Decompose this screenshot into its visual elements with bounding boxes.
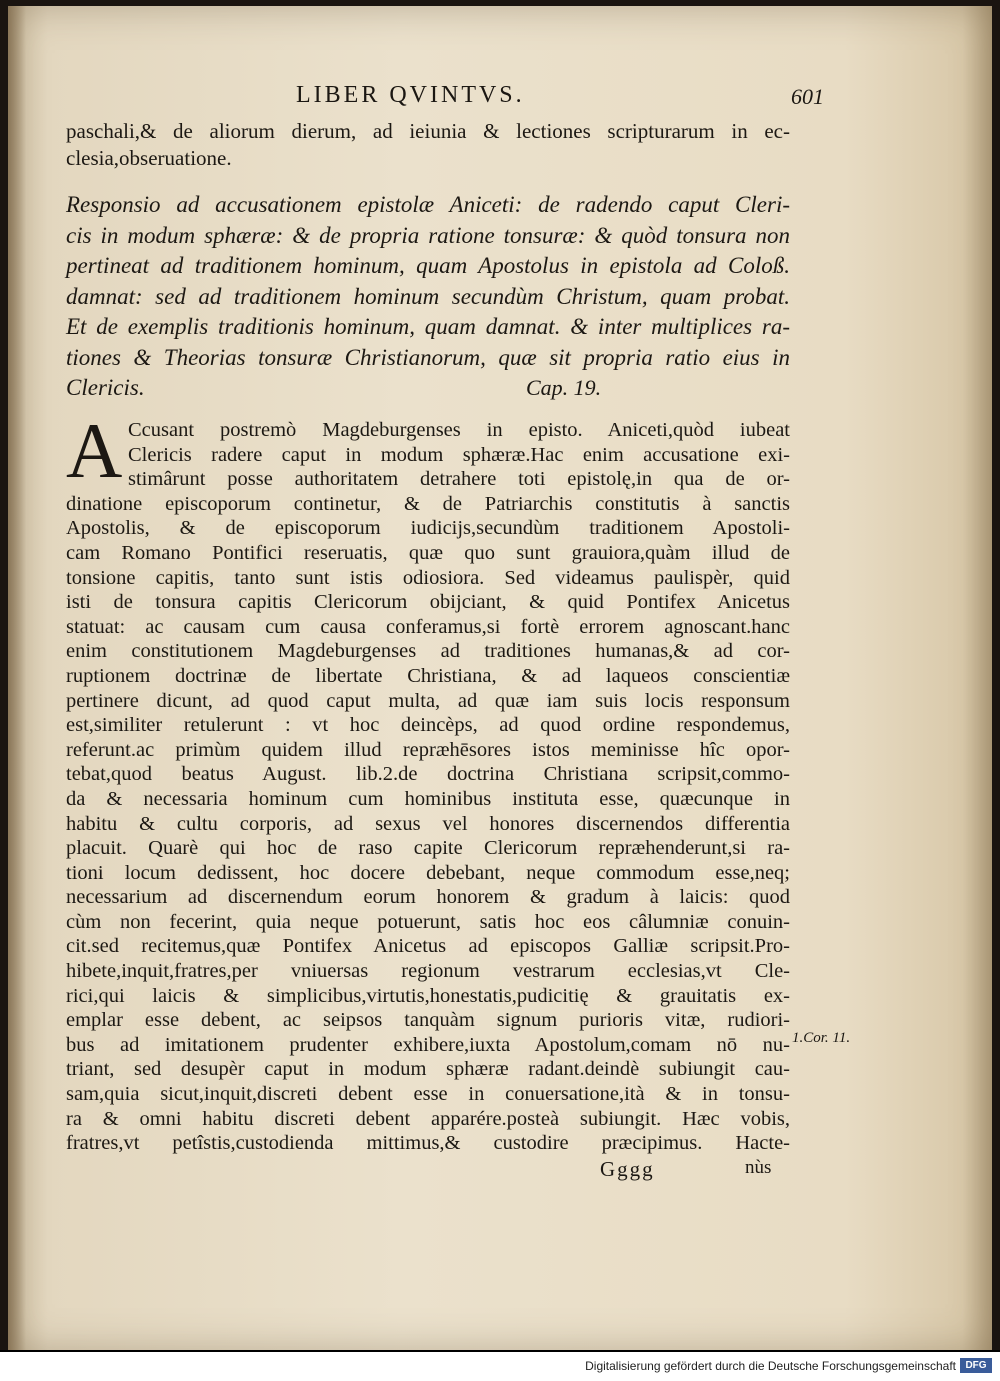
text-line: emplar esse debent, ac seipsos tanquàm signum purioris vitæ, rudiori- [66, 1009, 790, 1032]
text-line: Clericis radere caput in modum sphæræ.Hac enim accusatione exi- [128, 443, 790, 466]
marginal-reference: 1.Cor. 11. [792, 1030, 851, 1046]
text-line: paschali,& de aliorum dierum, ad ieiunia & lectiones scripturarum in ec- [66, 119, 790, 143]
body-text [66, 407, 790, 1156]
heading-line: pertineat ad traditionem hominum, quam Apostolus in epistola ad Coloß. [66, 253, 790, 278]
text-line: Apostolis, & de episcoporum iudicijs,secundùm traditionem Apostoli- [66, 517, 790, 540]
chapter-heading [66, 190, 790, 404]
text-line: pertinere dicunt, ad quod caput multa, ad quæ iam suis locis responsum [66, 689, 790, 712]
text-line: enim constitutionem Magdeburgenses ad traditiones humanas,& ad cor- [66, 640, 790, 663]
heading-line: Clericis. [66, 375, 145, 400]
text-line: triant, sed desupèr caput in modum sphæræ radant.deindè subiungit cau- [66, 1058, 790, 1081]
intro-paragraph [66, 118, 790, 172]
chapter-number: Cap. 19. [526, 375, 602, 400]
text-line: bus ad imitationem prudenter exhibere,iuxta Apostolum,comam nō nu- [66, 1033, 790, 1056]
heading-line: Et de exemplis traditionis hominum, quam damnat. & inter multiplices ra- [66, 314, 790, 339]
text-line: habitu & cultu corporis, ad sexus vel honores discernendos differentia [66, 812, 790, 835]
heading-line: Responsio ad accusationem epistolæ Aniceti: de radendo caput Cleri- [66, 192, 790, 217]
text-line: cit.sed recitemus,quæ Pontifex Anicetus ad episcopos Galliæ scripsit.Pro- [66, 935, 790, 958]
text-line: cam Romano Pontifici reseruatis, quæ quo sunt grauiora,quàm illud de [66, 541, 790, 564]
text-line: statuat: ac causam cum causa conferamus,si fortè errorem agnoscant.hanc [66, 615, 790, 638]
catchword: nùs [745, 1157, 772, 1178]
text-line: cùm non fecerint, quia neque potuerunt, satis hoc eos câlumniæ conuin- [66, 910, 790, 933]
text-line: ra & omni habitu discreti debent apparére.posteà subiungit. Hæc vobis, [66, 1107, 790, 1130]
text-line: tebat,quod beatus August. lib.2.de doctrina Christiana scripsit,commo- [66, 763, 790, 786]
signature-mark: Gggg [600, 1157, 655, 1181]
footer-bar [0, 1350, 1000, 1381]
text-line: tonsione capitis, tanto sunt istis odiosiora. Sed videamus paulispèr, quid [66, 566, 790, 589]
text-line: stimârunt posse authoritatem detrahere toti epistolę,in qua de or- [128, 468, 790, 491]
text-line: rici,qui laicis & simplicibus,virtutis,honestatis,pudicitię & grauitatis ex- [66, 984, 790, 1007]
heading-line: damnat: sed ad traditionem hominum secundùm Christum, quam probat. [66, 283, 790, 309]
text-line: placuit. Quarè qui hoc de raso capite Clericorum repræhenderunt,si ra- [66, 837, 790, 860]
text-line: dinatione episcoporum continetur, & de Patriarchis constitutis à sanctis [66, 492, 790, 515]
text-line: Ccusant postremò Magdeburgenses in episto. Aniceti,quòd iubeat [128, 419, 790, 441]
page-gutter [8, 6, 26, 1352]
text-line: necessarium ad discernendum eorum honorem & gradum à laicis: quod [66, 886, 790, 909]
text-line: fratres,vt petîstis,custodienda mittimus,& custodire præcipimus. Hacte- [66, 1132, 790, 1155]
text-line: tioni locum dedissent, hoc docere debebant, neque commodum esse,neq; [66, 861, 790, 884]
running-head: LIBER QVINTVS. [296, 82, 525, 108]
page-number: 601 [791, 84, 824, 109]
text-line: da & necessaria hominum cum hominibus instituta esse, quæcunque in [66, 787, 790, 810]
text-line: hibete,inquit,fratres,per vniuersas regionum vestrarum ecclesias,vt Cle- [66, 960, 790, 983]
heading-line: tiones & Theorias tonsuræ Christianorum, quæ sit propria ratio eius in [66, 344, 790, 370]
text-line: est,similiter retulerunt : vt hoc deincèps, ad quod ordine respondemus, [66, 714, 790, 737]
text-line: clesia,obseruatione. [66, 146, 232, 170]
dfg-logo[interactable]: DFG [960, 1358, 992, 1373]
drop-capital: A [66, 407, 123, 494]
funding-credit: Digitalisierung gefördert durch die Deutsche Forschungsgemeinschaft [585, 1359, 956, 1373]
text-line: isti de tonsura capitis Clericorum obijciant, & quid Pontifex Anicetus [66, 591, 790, 614]
text-line: ruptionem doctrinæ de libertate Christiana, & ad laqueos conscientiæ [66, 664, 790, 687]
text-line: referunt.ac primùm quidem illud repræhēsores istos meminisse hîc opor- [66, 738, 790, 761]
heading-line: cis in modum sphæræ: & de propria ratione tonsuræ: & quòd tonsura non [66, 222, 790, 248]
text-line: sam,quia sicut,inquit,discreti debent esse in conuersatione,ità & in tonsu- [66, 1083, 790, 1106]
